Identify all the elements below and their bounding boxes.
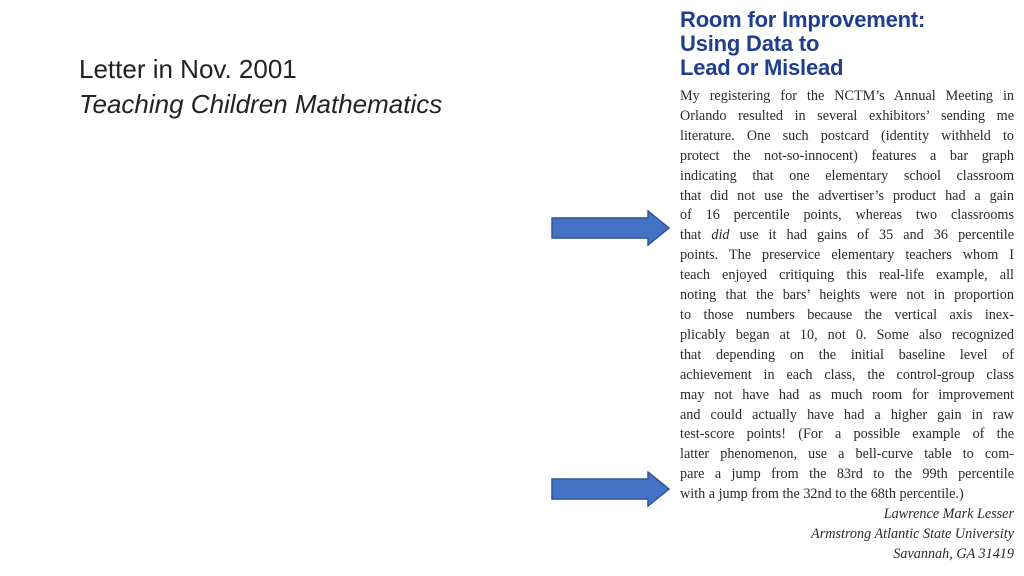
letter-body-line: that depending on the initial baseline level of <box>680 346 1014 363</box>
letter-body-line: with a jump from the 32nd to the 68th percentile.) <box>680 486 964 503</box>
signature-name: Lawrence Mark Lesser <box>883 506 1014 523</box>
letter-title-line: Lead or Mislead <box>680 55 844 80</box>
letter-signature <box>680 505 1014 565</box>
letter-body-line: that did use it had gains of 35 and 36 percentile <box>680 227 1014 244</box>
letter-title <box>680 8 1014 80</box>
letter-title-line: Room for Improvement: <box>680 7 926 32</box>
signature-institution: Armstrong Atlantic State University <box>811 525 1014 542</box>
letter-body-line: achievement in each class, the control-group class <box>680 366 1014 383</box>
letter-body-line: protect the not-so-innocent) features a bar graph <box>680 147 1014 164</box>
letter-body-line: noting that the bars’ heights were not in proportion <box>680 287 1014 304</box>
letter-body-line: test-score points! (For a possible example of the <box>680 426 1014 443</box>
signature-location: Savannah, GA 31419 <box>893 545 1014 562</box>
letter-body-line: teach enjoyed critiquing this real-life example, all <box>680 267 1014 284</box>
letter-body-line: My registering for the NCTM’s Annual Meeting in <box>680 88 1014 104</box>
arrow-icon-lower <box>551 471 671 507</box>
letter-body-line: plicably began at 10, not 0. Some also recognized <box>680 326 1014 343</box>
letter-title-line: Using Data to <box>680 31 820 56</box>
letter-clipping <box>680 8 1014 568</box>
letter-body-line: of 16 percentile points, whereas two classrooms <box>680 207 1014 224</box>
letter-body-line: that did not use the advertiser’s product had a gain <box>680 187 1014 204</box>
letter-body-line: points. The preservice elementary teachers whom I <box>680 247 1014 264</box>
slide-title <box>79 52 442 122</box>
letter-body-line: and could actually have had a higher gain in raw <box>680 406 1014 423</box>
arrow-icon-upper <box>551 210 671 246</box>
letter-body-line: pare a jump from the 83rd to the 99th percentile <box>680 466 1014 483</box>
letter-body-line: to those numbers because the vertical axis inex- <box>680 306 1014 323</box>
letter-body-line: latter phenomenon, use a bell-curve table to com- <box>680 446 1014 463</box>
letter-body-line: indicating that one elementary school classroom <box>680 167 1014 184</box>
letter-body <box>680 87 1014 505</box>
slide-title-line-1: Letter in Nov. 2001 <box>79 54 297 84</box>
letter-body-line: may not have had as much room for improvement <box>680 386 1014 403</box>
letter-body-line: Orlando resulted in several exhibitors’ sending me <box>680 107 1014 124</box>
letter-body-line: literature. One such postcard (identity withheld to <box>680 127 1014 144</box>
slide-title-line-2: Teaching Children Mathematics <box>79 89 443 119</box>
